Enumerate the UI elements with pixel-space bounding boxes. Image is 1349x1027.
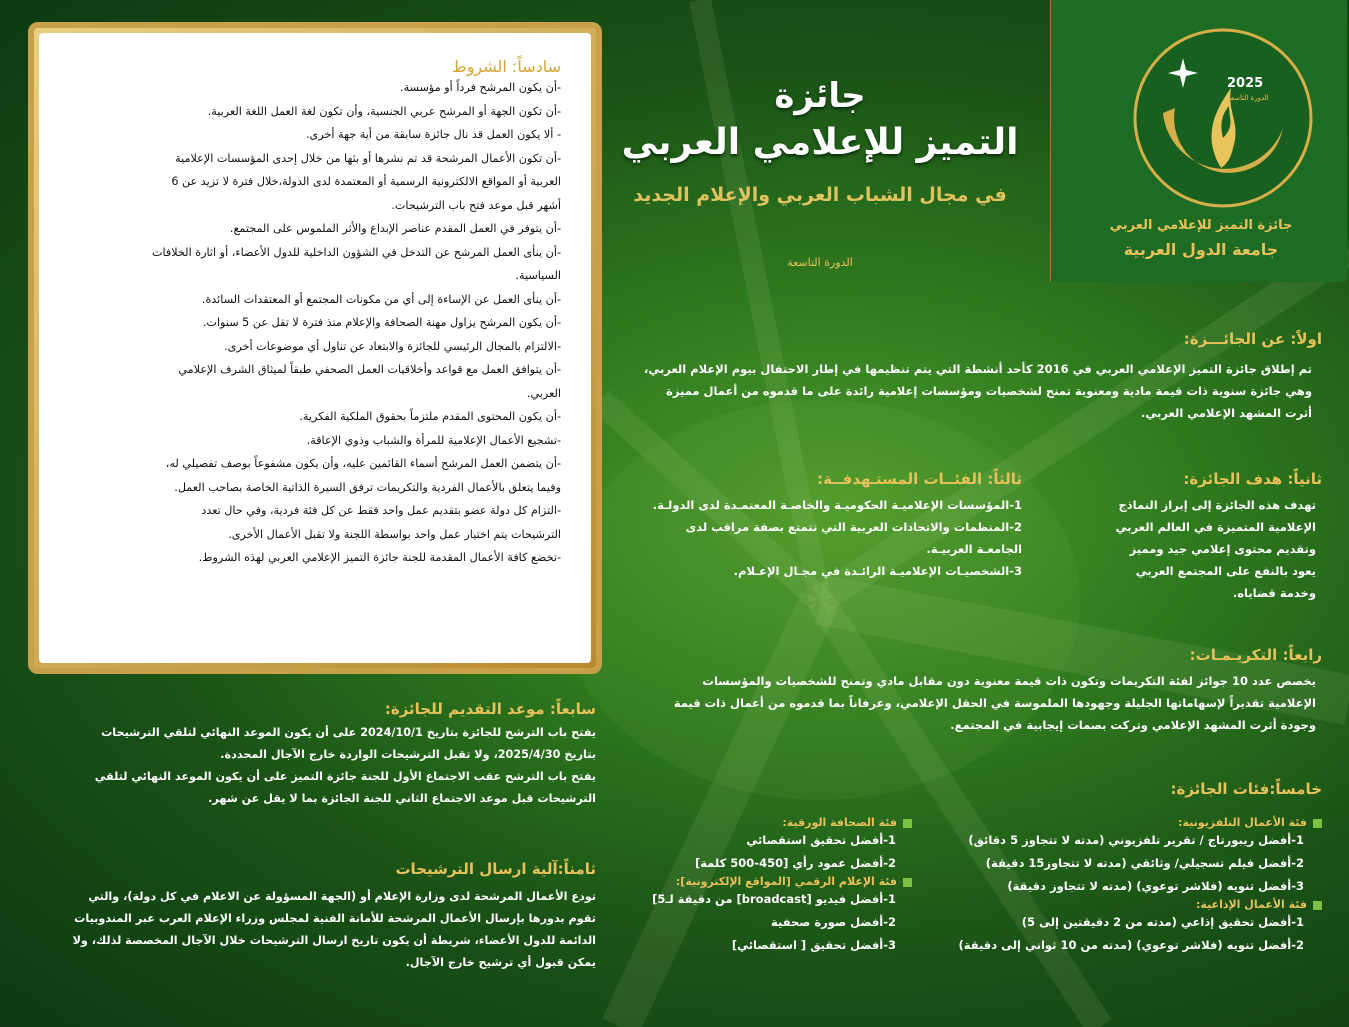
condition-item: وفيما يتعلق بالأعمال الفردية والتكريمات ترفق السيرة الذاتية الخاصة بصاحب العمل. <box>174 480 561 494</box>
logo-year: 2025 <box>1227 76 1264 91</box>
honors-heading: رابعاً: التكريـمـات: <box>1189 646 1322 664</box>
category-item: 2-أفضل فيلم تسجيلي/ وثائقي (مدته لا تتجاوز15 دقيقة) <box>985 856 1304 870</box>
deadline-line: يفتح باب الترشح عقب الاجتماع الأول للجنة جائزة التميز على أن يكون الموعد النهائي لتلقي <box>94 770 596 783</box>
square-bullet-icon <box>903 819 912 828</box>
about-line: تم إطلاق جائزة التميز الإعلامي العربي في 2016 كأحد أنشطة التي يتم تنظيمها في إطار الاحتفال بيوم الإعلام العربي، <box>643 362 1312 376</box>
condition-item: -أن يتوافق العمل مع قواعد وأخلاقيات العمل الصحفي طبقاً لميثاق الشرف الإعلامي <box>178 363 561 376</box>
target-heading: ثالثاً: الفئــات المستـهدفــة: <box>817 470 1022 488</box>
goal-heading: ثانياً: هدف الجائزة: <box>1183 470 1322 488</box>
target-line: 1-المؤسسات الإعلاميـة الحكوميـة والخاصـة المعتمـدة لدى الدولـة. <box>652 498 1022 512</box>
condition-item: العربي. <box>526 386 561 400</box>
category-item: 3-أفضل تحقيق [ استقصائي] <box>731 938 896 952</box>
goal-line: يعود بالنفع على المجتمع العربي <box>1135 564 1316 578</box>
honors-line: الإعلامية تقديراً لإسهاماتها الجليلة وجهودها الملموسة في الحقل الإعلامي، وعرفاناً بما قدموه من أعمال ذات قيمة <box>673 696 1316 710</box>
condition-item: -أن ينأى العمل المرشح عن التدخل في الشؤون الداخلية للدول الأعضاء، أو اثارة الخلافات <box>151 245 561 259</box>
section-goal <box>1096 470 1322 604</box>
goal-text <box>1096 494 1322 604</box>
deadline-heading: سابعاً: موعد التقديم للجائزة: <box>384 700 596 718</box>
honors-text <box>622 670 1322 736</box>
condition-item: السياسية. <box>515 269 561 282</box>
main-title-line1: جائزة <box>774 76 866 116</box>
main-subtitle: في مجال الشباب العربي والإعلام الجديد <box>633 184 1007 206</box>
square-bullet-icon <box>903 878 912 887</box>
session-label: الدورة التاسعة <box>787 256 853 269</box>
condition-item: -أن يتضمن العمل المرشح أسماء القائمين عليه، وأن يكون مشفوعاً بوصف تفصيلي له، <box>165 457 561 470</box>
condition-item: -أن يكون المرشح فرداً أو مؤسسة. <box>400 81 561 94</box>
submission-line: يمكن قبول أي ترشيح خارج الآجال. <box>405 956 596 969</box>
category-item: 3-أفضل تنويه (فلاشر توعوي) (مدته لا تتجاوز دقيقة) <box>1007 879 1304 893</box>
goal-line: تهدف هذه الجائزة إلى إبراز النماذج <box>1118 498 1316 512</box>
condition-item: - ألا يكون العمل قد نال جائزة سابقة من أية جهة أخرى. <box>306 128 561 141</box>
target-line: الجامعـة العربيـة. <box>926 542 1022 556</box>
section-honors <box>622 646 1322 736</box>
condition-item: -أن تكون الأعمال المرشحة قد تم نشرها أو بثها من خلال إحدى المؤسسات الإعلامية <box>175 151 561 165</box>
target-line: 3-الشخصيـات الإعلاميـة الرائـدة في مجـال الإعـلام. <box>733 564 1022 578</box>
logo-panel <box>1050 0 1347 282</box>
categories-heading: خامساً:فئات الجائزة: <box>1170 780 1322 798</box>
goal-line: الإعلامية المتميزة في العالم العربي <box>1115 520 1316 534</box>
square-bullet-icon <box>1313 901 1322 910</box>
condition-item: -تشجيع الأعمال الإعلامية للمرأة والشباب وذوي الإعاقة. <box>306 433 561 447</box>
conditions-card <box>28 22 602 674</box>
logo-award-name: جائزة التميز للإعلامي العربي <box>1109 218 1293 233</box>
main-title-line2: التميز للإعلامي العربي <box>621 122 1019 163</box>
honors-line: وجودة أثرت المشهد الإعلامي وتركت بصمات إيجابية في المجتمع. <box>950 718 1316 732</box>
submission-heading: ثامناً:آلية ارسال الترشيحات <box>395 860 596 878</box>
section-deadline <box>40 700 596 810</box>
digital-category-label: فئة الإعلام الرقمي [المواقع الإلكترونية]: <box>675 875 897 888</box>
deadline-line: بتاريخ 2025/4/30، ولا تقبل الترشيحات الواردة خارج الآجال المحددة. <box>220 748 596 761</box>
goal-line: وتقديم محتوى إعلامي جيد ومميز <box>1129 542 1316 556</box>
submission-text <box>40 886 596 974</box>
crescent-flame-logo-icon <box>1123 18 1323 218</box>
tv-category-label: فئة الأعمال التلفزيونية: <box>1178 816 1307 829</box>
honors-line: يخصص عدد 10 جوائز لفئة التكريمات وتكون ذات قيمة معنوية دون مقابل مادي وتمنح للشخصيات والمؤسسات <box>702 674 1316 688</box>
condition-item: -أن تكون الجهة أو المرشح عربي الجنسية، وأن تكون لغة العمل اللغة العربية. <box>207 104 561 118</box>
section-about <box>622 330 1322 424</box>
condition-item: -أن يتوفر في العمل المقدم عناصر الإبداع والأثر الملموس على المجتمع. <box>229 222 561 235</box>
submission-line: تودع الأعمال المرشحة لدى وزارة الإعلام أو (الجهة المسؤولة عن الاعلام في كل دولة)، والتي <box>88 890 596 903</box>
category-item: 2-أفضل عمود رأي [450-500 كلمة] <box>694 856 896 870</box>
logo-session: الدورة التاسعة <box>1227 94 1269 102</box>
category-item: 1-أفضل ريبورتاج / تقرير تلفزيوني (مدته لا تتجاوز 5 دقائق) <box>968 833 1304 847</box>
category-column-right <box>930 816 1322 957</box>
deadline-text <box>40 722 596 810</box>
condition-item: أشهر قبل موعد فتح باب الترشيحات. <box>391 198 561 212</box>
goal-line: وخدمة قضاياه. <box>1232 586 1316 600</box>
category-item: 1-أفضل فيديو [broadcast] من دقيقة لـ5] <box>652 892 896 906</box>
tv-category-title <box>930 816 1322 829</box>
about-text <box>622 358 1322 424</box>
category-item: 2-أفضل تنويه (فلاشر توعوي) (مدته من 10 ثواني إلى دقيقة) <box>958 938 1304 952</box>
conditions-heading: سادساً: الشروط <box>451 57 561 76</box>
target-text <box>622 494 1022 582</box>
condition-item: -أن ينأى العمل عن الإساءة إلى أي من مكونات المجتمع أو المعتقدات السائدة. <box>201 292 561 306</box>
about-line: أثرت المشهد الإعلامي العربي. <box>1141 406 1312 420</box>
radio-category-label: فئة الأعمال الإذاعية: <box>1196 898 1307 911</box>
conditions-list <box>67 76 561 570</box>
condition-item: -أن يكون المرشح يزاول مهنة الصحافة والإعلام منذ فترة لا تقل عن 5 سنوات. <box>202 316 561 329</box>
section-submission <box>40 860 596 974</box>
logo-org-name: جامعة الدول العربية <box>1123 240 1279 259</box>
target-line: 2-المنظمات والاتحادات العربية التي تتمتع بصفة مراقب لدى <box>685 520 1022 534</box>
condition-item: -التزام كل دولة عضو بتقديم عمل واحد فقط عن كل فئة فردية، وفي حال تعدد <box>201 504 561 517</box>
radio-category-title <box>930 898 1322 911</box>
square-bullet-icon <box>1313 819 1322 828</box>
condition-item: -الالتزام بالمجال الرئيسي للجائزة والابتعاد عن تناول أي موضوعات أخرى. <box>224 339 561 353</box>
condition-item: -أن يكون المحتوى المقدم ملتزماً بحقوق الملكية الفكرية. <box>299 410 561 423</box>
condition-item: العربية أو المواقع الالكترونية الرسمية أو المعتمدة لدى الدولة،خلال فترة لا تزيد عن 6 <box>171 175 561 188</box>
print-category-label: فئة الصحافة الورقية: <box>782 816 897 829</box>
deadline-line: الترشيحات قبل موعد الاجتماع الثاني للجنة الجائزة بما لا يقل عن شهر. <box>208 792 596 805</box>
submission-line: تقوم بدورها بإرسال الأعمال المرشحة للأمانة الفنية لمجلس وزراء الإعلام العرب عبر المندوبيات <box>74 912 596 925</box>
digital-category-title <box>620 875 912 888</box>
about-line: وهي جائزة سنوية ذات قيمة مادية ومعنوية تمنح لشخصيات ومؤسسات إعلامية رائدة على ما قدموه من أعمال مميزة <box>666 384 1312 398</box>
category-item: 1-أفضل تحقيق استقصائي <box>746 833 896 847</box>
submission-line: الدائمة للدول الأعضاء، شريطة أن يكون تاريخ ارسال الترشيحات خلال الآجال المخصصة لذلك، ولا <box>72 934 596 947</box>
condition-item: -تخضع كافة الأعمال المقدمة للجنة جائزة التميز الإعلامي العربي لهذه الشروط. <box>198 551 561 564</box>
category-item: 1-أفضل تحقيق إذاعي (مدته من 2 دقيقتين إلى 5) <box>1021 915 1304 929</box>
print-category-title <box>620 816 912 829</box>
section-target <box>622 470 1022 582</box>
condition-item: الترشيحات يتم اختيار عمل واحد بواسطة اللجنة ولا تقبل الأعمال الأخرى. <box>228 527 561 541</box>
about-heading: اولاً: عن الجائـــزة: <box>1183 330 1322 348</box>
deadline-line: يفتح باب الترشح للجائزة بتاريخ 2024/10/1 على أن يكون الموعد النهائي لتلقي الترشيحات <box>101 726 596 739</box>
category-column-left <box>620 816 912 957</box>
category-item: 2-أفضل صورة صحفية <box>771 915 896 929</box>
